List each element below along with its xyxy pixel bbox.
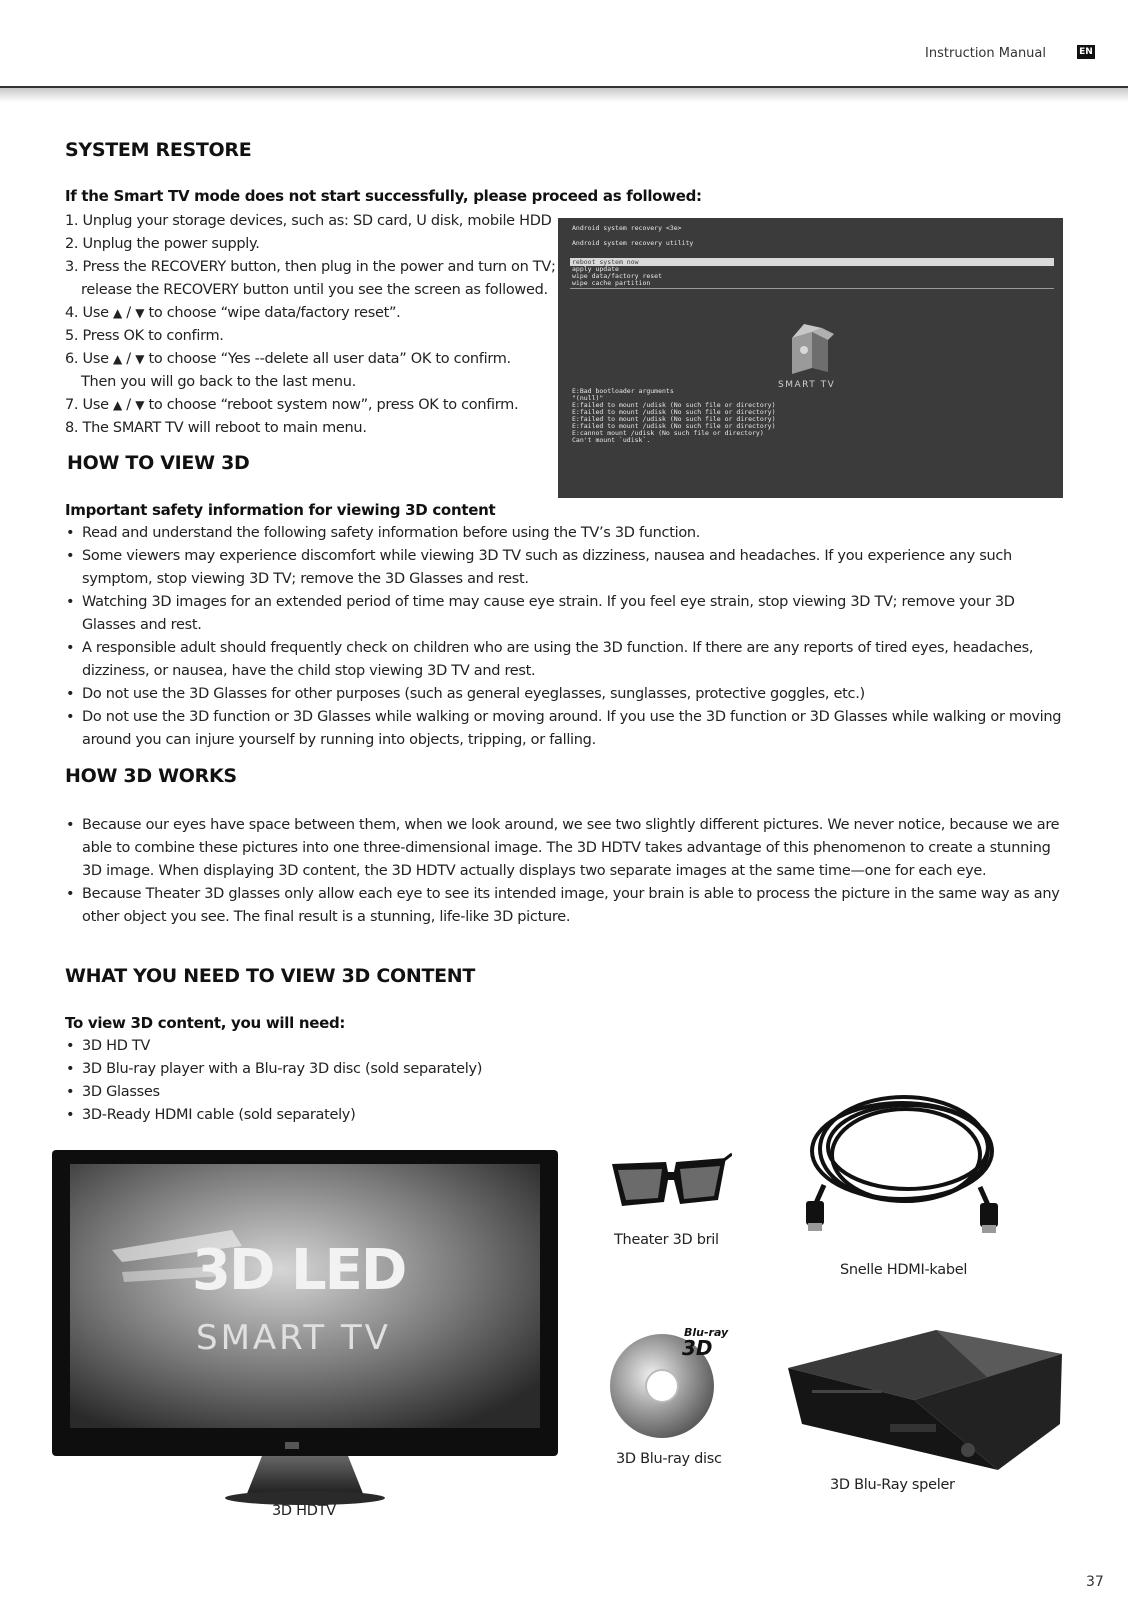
recovery-log-line: E:failed to mount /udisk (No such file or directory) (572, 408, 776, 416)
down-arrow-icon: ▼ (135, 398, 145, 412)
recovery-log-line: E:failed to mount /udisk (No such file or directory) (572, 422, 776, 430)
restore-step: 8. The SMART TV will reboot to main menu. (65, 420, 367, 436)
up-arrow-icon: ▲ (113, 306, 122, 320)
recovery-subtitle: Android system recovery utility (572, 239, 694, 247)
list-item: • 3D Blu-ray player with a Blu-ray 3D disc (sold separately) (65, 1058, 545, 1081)
list-item: • 3D HD TV (65, 1035, 545, 1058)
restore-step: 1. Unplug your storage devices, such as: SD card, U disk, mobile HDD (65, 213, 552, 229)
safety-bullet-list (65, 522, 1065, 752)
glasses-caption: Theater 3D bril (614, 1232, 719, 1248)
hdmi-caption: Snelle HDMI-kabel (840, 1262, 968, 1278)
up-arrow-icon: ▲ (113, 398, 122, 412)
recovery-log-line: Can't mount `udisk`. (572, 436, 651, 444)
header-title: Instruction Manual (925, 46, 1046, 61)
recovery-menu-item: wipe cache partition (572, 279, 651, 287)
recovery-menu-item: reboot system now (572, 258, 639, 266)
restore-step: 5. Press OK to confirm. (65, 328, 224, 344)
list-item: • Do not use the 3D Glasses for other purposes (such as general eyeglasses, sunglasses, protective goggles, etc.) (65, 683, 1065, 706)
recovery-log-line: E:Bad bootloader arguments (572, 387, 674, 395)
recovery-screen-image (558, 218, 1063, 498)
bluray-logo-text: Blu-ray (684, 1326, 729, 1339)
recovery-log-line: E:failed to mount /udisk (No such file or directory) (572, 415, 776, 423)
what-you-need-subheading: To view 3D content, you will need: (65, 1014, 346, 1032)
restore-step: 4. Use ▲ / ▼ to choose “wipe data/factory reset”. (65, 305, 401, 321)
list-item: • Some viewers may experience discomfort while viewing 3D TV such as dizziness, nausea and headaches. If you experience any such symptom, stop viewing 3D TV; remove the 3D Glasses and rest. (65, 545, 1065, 591)
how-3d-works-heading: HOW 3D WORKS (65, 765, 237, 787)
3d-glasses-image (608, 1148, 732, 1220)
restore-step: 3. Press the RECOVERY button, then plug in the power and turn on TV; release the RECOVERY button until you see the screen as followed. (65, 259, 556, 298)
page-number: 37 (1086, 1574, 1104, 1590)
down-arrow-icon: ▼ (135, 306, 145, 320)
list-item: • Because Theater 3D glasses only allow each eye to see its intended image, your brain is able to process the picture in the same way as any other object you see. The final result is a stunning, life-like 3D picture. (65, 883, 1065, 929)
recovery-log-line: E:failed to mount /udisk (No such file or directory) (572, 401, 776, 409)
recovery-menu-divider (570, 288, 1054, 289)
tv-logo-smart-tv: SMART TV (196, 1318, 391, 1358)
restore-step: 6. Use ▲ / ▼ to choose “Yes --delete all user data” OK to confirm. Then you will go back to the last menu. (65, 351, 511, 390)
restore-steps (65, 210, 556, 440)
list-item: • Do not use the 3D function or 3D Glasses while walking or moving around. If you use the 3D function or 3D Glasses while walking or moving around you can injure yourself by running into objects, tripping, or falling. (65, 706, 1065, 752)
up-arrow-icon: ▲ (113, 352, 122, 366)
list-item: • A responsible adult should frequently check on children who are using the 3D function. If there are any reports of tired eyes, headaches, dizziness, or nausea, have the child stop viewing 3D TV and rest. (65, 637, 1065, 683)
down-arrow-icon: ▼ (135, 352, 145, 366)
system-restore-intro: If the Smart TV mode does not start successfully, please proceed as followed: (65, 187, 702, 205)
what-you-need-heading: WHAT YOU NEED TO VIEW 3D CONTENT (65, 965, 476, 987)
tv-caption: 3D HDTV (272, 1503, 336, 1519)
recovery-menu-item: apply update (572, 265, 619, 273)
player-caption: 3D Blu-Ray speler (830, 1477, 955, 1493)
restore-step: 2. Unplug the power supply. (65, 236, 260, 252)
recovery-log-line: E:cannot mount /udisk (No such file or directory) (572, 429, 764, 437)
hdmi-cable-image (798, 1093, 1012, 1235)
recovery-title: Android system recovery <3e> (572, 224, 682, 232)
list-item: • 3D Glasses (65, 1081, 545, 1104)
bluray-3d-logo-text: 3D (682, 1336, 713, 1360)
bluray-player-image (782, 1328, 1066, 1484)
recovery-menu-item: wipe data/factory reset (572, 272, 663, 280)
list-item: • Because our eyes have space between them, when we look around, we see two slightly different pictures. We never notice, because we are able to combine these pictures into one three-dimensional image. The 3D HDTV takes advantage of this phenomenon to create a stunning 3D image. When displaying 3D content, the 3D HDTV actually displays two separate images at the same time—one for each eye. (65, 814, 1065, 883)
tv-logo-3d-led: 3D LED (192, 1238, 406, 1303)
requirements-list (65, 1035, 545, 1127)
list-item: • 3D-Ready HDMI cable (sold separately) (65, 1104, 545, 1127)
system-restore-heading: SYSTEM RESTORE (65, 139, 252, 161)
disc-caption: 3D Blu-ray disc (616, 1451, 722, 1467)
language-badge: EN (1077, 45, 1095, 59)
header-shadow (0, 88, 1128, 102)
android-box-icon (776, 320, 840, 378)
recovery-menu-highlight (570, 258, 1054, 266)
safety-info-subheading: Important safety information for viewing 3D content (65, 501, 496, 519)
list-item: • Read and understand the following safety information before using the TV’s 3D function. (65, 522, 1065, 545)
restore-step: 7. Use ▲ / ▼ to choose “reboot system now”, press OK to confirm. (65, 397, 519, 413)
disc-illustration (608, 1326, 734, 1440)
bluray-disc-image (608, 1326, 734, 1440)
list-item: • Watching 3D images for an extended period of time may cause eye strain. If you feel eye strain, stop viewing 3D TV; remove your 3D Glasses and rest. (65, 591, 1065, 637)
how-to-view-heading: HOW TO VIEW 3D (67, 452, 250, 474)
recovery-log-line: "(null)" (572, 394, 604, 402)
tv-image (52, 1150, 558, 1512)
how-works-bullet-list (65, 814, 1065, 929)
recovery-logo-text: SMART TV (778, 380, 836, 390)
